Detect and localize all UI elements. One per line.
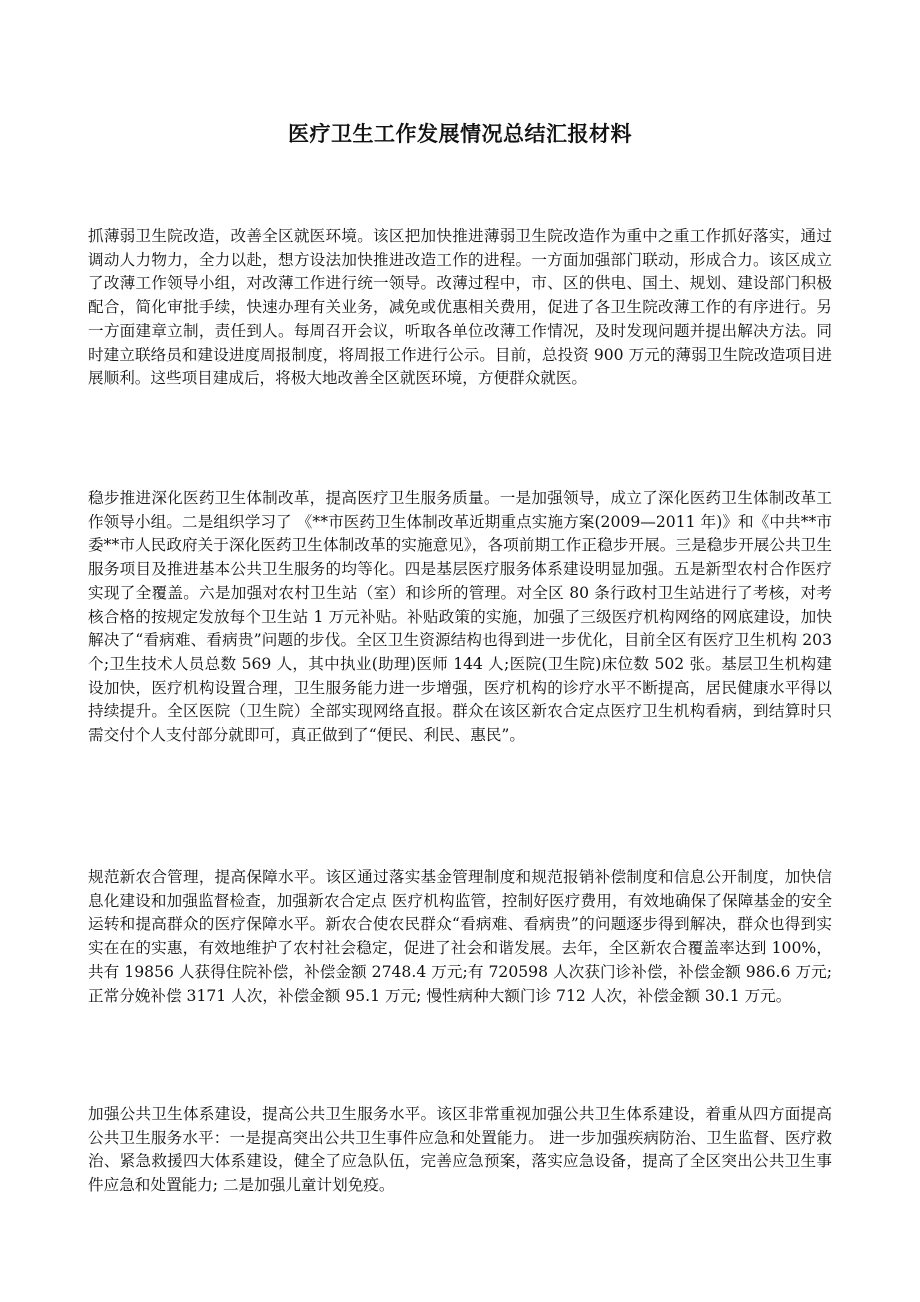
- paragraph-health-reform: 稳步推进深化医药卫生体制改革，提高医疗卫生服务质量。一是加强领导，成立了深化医药卫生体制改革工作领导小组。二是组织学习了 《**市医药卫生体制改革近期重点实施方案(2009—2011 年)》和《中共**市委**市人民政府关于深化医药卫生体制改革的实施意见》，各项前期工作正稳步开展。三是稳步开展公共卫生服务项目及推进基本公共卫生服务的均等化。四是基层医疗服务体系建设明显加强。五是新型农村合作医疗实现了全覆盖。六是加强对农村卫生站（室）和诊所的管理。对全区 80 条行政村卫生站进行了考核，对考核合格的按规定发放每个卫生站 1 万元补贴。补贴政策的实施，加强了三级医疗机构网络的网底建设，加快解决了“看病难、看病贵”问题的步伐。全区卫生资源结构也得到进一步优化，目前全区有医疗卫生机构 203 个;卫生技术人员总数 569 人，其中执业(助理)医师 144 人;医院(卫生院)床位数 502 张。基层卫生机构建设加快，医疗机构设置合理，卫生服务能力进一步增强，医疗机构的诊疗水平不断提高，居民健康水平得以持续提升。全区医院（卫生院）全部实现网络直报。群众在该区新农合定点医疗卫生机构看病，到结算时只需交付个人支付部分就即可，真正做到了“便民、利民、惠民”。: [88, 489, 832, 745]
- paragraph-rural-cooperative: 规范新农合管理，提高保障水平。该区通过落实基金管理制度和规范报销补偿制度和信息公开制度，加快信息化建设和加强监督检查，加强新农合定点 医疗机构监管，控制好医疗费用，有效地确保了保障基金的安全运转和提高群众的医疗保障水平。新农合使农民群众“看病难、看病贵”的问题逐步得到解决，群众也得到实实在在的实惠，有效地维护了农村社会稳定，促进了社会和谐发展。去年，全区新农合覆盖率达到 100%，共有 19856 人获得住院补偿，补偿金额 2748.4 万元;有 720598 人次获门诊补偿，补偿金额 986.6 万元; 正常分娩补偿 3171 人次，补偿金额 95.1 万元; 慢性病种大额门诊 712 人次，补偿金额 30.1 万元。: [88, 868, 832, 1005]
- paragraph-renovation: 抓薄弱卫生院改造，改善全区就医环境。该区把加快推进薄弱卫生院改造作为重中之重工作抓好落实，通过调动人力物力，全力以赴，想方设法加快推进改造工作的进程。一方面加强部门联动，形成合力。该区成立了改薄工作领导小组，对改薄工作进行统一领导。改薄过程中，市、区的供电、国土、规划、建设部门积极配合，简化审批手续，快速办理有关业务，减免或优惠相关费用，促进了各卫生院改薄工作的有序进行。另一方面建章立制，责任到人。每周召开会议，听取各单位改薄工作情况，及时发现问题并提出解决方法。同时建立联络员和建设进度周报制度，将周报工作进行公示。目前，总投资 900 万元的薄弱卫生院改造项目进展顺利。这些项目建成后，将极大地改善全区就医环境，方便群众就医。: [88, 227, 832, 388]
- paragraph-public-health: 加强公共卫生体系建设，提高公共卫生服务水平。该区非常重视加强公共卫生体系建设，着重从四方面提高公共卫生服务水平：一是提高突出公共卫生事件应急和处置能力。 进一步加强疾病防治、卫生监督、医疗救治、紧急救援四大体系建设，健全了应急队伍，完善应急预案，落实应急设备，提高了全区突出公共卫生事件应急和处置能力; 二是加强儿童计划免疫。: [88, 1105, 832, 1195]
- document-title: 医疗卫生工作发展情况总结汇报材料: [288, 122, 632, 146]
